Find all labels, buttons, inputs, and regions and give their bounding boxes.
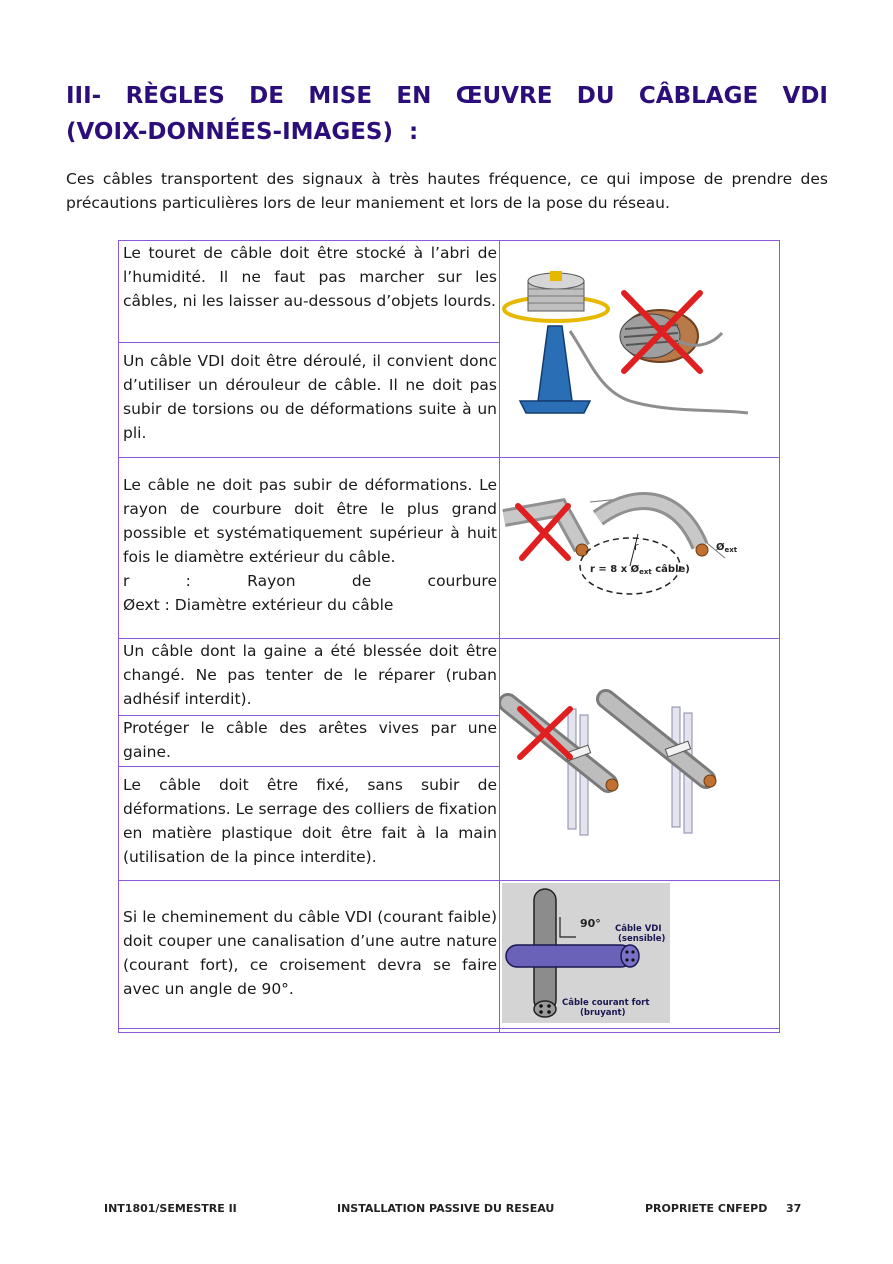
image-cell-crossing: [500, 881, 780, 1029]
rule-cell: [119, 458, 500, 639]
rule-text: Le touret de câble doit être stocké à l’abri de l’humidité. Il ne faut pas marcher sur les câbles, ni les laisser au-dessous d’objets lourds.: [123, 244, 497, 310]
rule-cell: [119, 241, 500, 343]
intro-paragraph: Ces câbles transportent des signaux à très hautes fréquence, ce qui impose de prendre des précautions particulières lors de leur maniement et lors de la pose du réseau.: [66, 170, 828, 212]
table-row: [119, 241, 780, 343]
page-title: III- RÈGLES DE MISE EN ŒUVRE DU CÂBLAGE VDI (VOIX-DONNÉES-IMAGES) :: [66, 83, 828, 145]
power-cable-sublabel: (bruyant): [580, 1008, 626, 1018]
empty-cell: [119, 1029, 500, 1033]
rule-text-diameter: Øext : Diamètre extérieur du câble: [123, 596, 394, 614]
vdi-sublabel: (sensible): [618, 934, 666, 944]
bend-radius-illustration: [500, 458, 779, 634]
power-cable-label: Câble courant fort: [562, 998, 650, 1008]
rules-table: [118, 240, 780, 1033]
footer-owner: PROPRIETE CNFEPD: [645, 1202, 768, 1215]
image-cell-storage: [500, 241, 780, 458]
cable-reel-illustration: [500, 241, 779, 453]
rule-text-radius: r : Rayon de courbure: [123, 572, 497, 590]
rule-text: Le câble ne doit pas subir de déformations. Le rayon de courbure doit être le plus grand possible et systématiquement supérieur à huit fois le diamètre extérieur du câble.: [123, 476, 497, 566]
table-row: [119, 881, 780, 1029]
bend-diameter-label: $Ø_{ext}$: [716, 542, 738, 554]
rule-text: Un câble dont la gaine a été blessée doit être changé. Ne pas tenter de le réparer (ruban adhésif interdit).: [123, 642, 497, 708]
bend-formula: r = 8 x $Ø_{ext}$ câble): [590, 564, 690, 576]
crossing-illustration: [500, 881, 779, 1024]
page-footer: [0, 1202, 893, 1218]
rule-text: Si le cheminement du câble VDI (courant faible) doit couper une canalisation d’une autre nature (courant fort), ce croisement devra se faire avec un angle de 90°.: [123, 908, 497, 998]
image-cell-fixing: [500, 639, 780, 881]
image-cell-bend: [500, 458, 780, 639]
table-row: [119, 1029, 780, 1033]
bend-r-label: r: [634, 540, 639, 553]
cable-fixing-illustration: [500, 639, 779, 876]
rule-cell: [119, 715, 500, 766]
rule-text: Un câble VDI doit être déroulé, il convient donc d’utiliser un dérouleur de câble. Il ne doit pas subir de torsions ou de déformations suite à un pli.: [123, 352, 497, 443]
footer-module: INSTALLATION PASSIVE DU RESEAU: [337, 1202, 555, 1215]
table-row: [119, 458, 780, 639]
vdi-label: Câble VDI: [615, 924, 662, 934]
rule-cell: [119, 343, 500, 458]
empty-cell: [500, 1029, 780, 1033]
rule-text: Protéger le câble des arêtes vives par une gaine.: [123, 718, 497, 761]
footer-course: INT1801/SEMESTRE II: [104, 1202, 237, 1215]
rule-cell: [119, 881, 500, 1029]
crossing-angle: 90°: [580, 917, 601, 930]
page-number: 37: [786, 1202, 802, 1215]
table-row: [119, 639, 780, 716]
rule-text: Le câble doit être fixé, sans subir de déformations. Le serrage des colliers de fixation en matière plastique doit être fait à la main (utilisation de la pince interdite).: [123, 775, 497, 866]
rule-cell: [119, 766, 500, 880]
rule-cell: [119, 639, 500, 716]
